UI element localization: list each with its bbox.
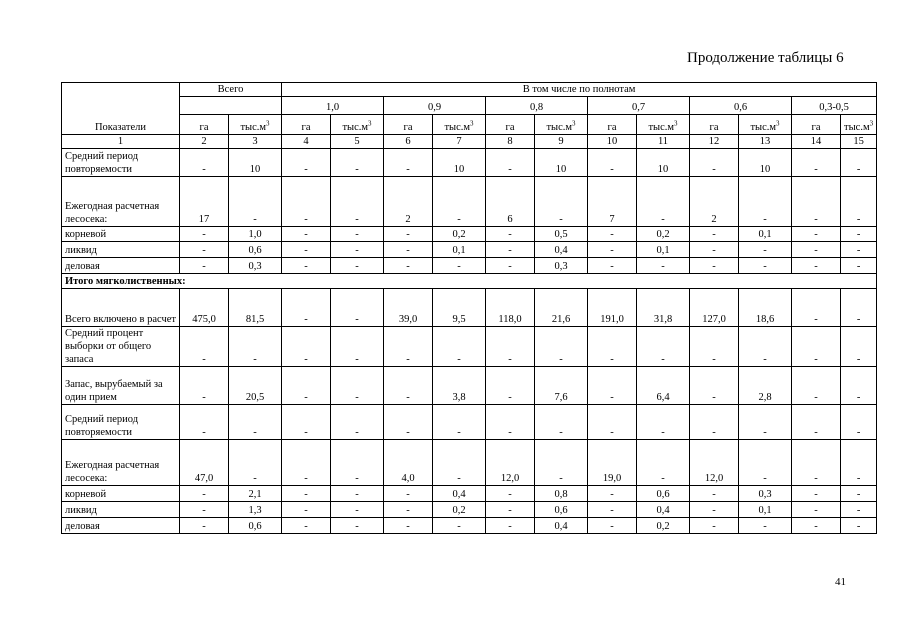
header-unit-ha: га [486,115,535,135]
row-label: деловая [62,258,180,274]
table-cell: - [180,242,229,258]
table-cell: - [384,258,433,274]
unit-volume-text: тыс.м [750,122,777,133]
column-number: 12 [690,135,739,149]
table-cell: - [841,440,877,486]
table-cell: - [792,518,841,534]
column-number: 10 [588,135,637,149]
table-cell: - [841,367,877,405]
column-number: 14 [792,135,841,149]
column-number: 13 [739,135,792,149]
table-cell: 10 [535,149,588,177]
table-cell: 0,3 [229,258,282,274]
header-number-row [62,135,877,149]
table-cell: - [792,227,841,242]
table-cell: - [229,327,282,367]
header-unit-volume [535,115,588,135]
table-cell: - [282,258,331,274]
table-cell: - [588,327,637,367]
table-cell: - [384,502,433,518]
header-density-row [62,97,877,115]
table-cell: 0,4 [433,486,486,502]
table-cell: - [180,405,229,440]
table-cell: - [331,502,384,518]
table-cell: - [486,327,535,367]
table-cell: - [282,177,331,227]
table-cell: - [331,177,384,227]
table-row [62,149,877,177]
table-cell: 0,4 [637,502,690,518]
table-cell: 0,5 [535,227,588,242]
row-label: Всего включено в расчет [62,289,180,327]
unit-volume-exponent: 3 [470,119,474,128]
table-cell: - [486,367,535,405]
header-unit-ha: га [180,115,229,135]
header-unit-ha: га [282,115,331,135]
header-unit-volume [637,115,690,135]
table-cell: 118,0 [486,289,535,327]
page-number: 41 [835,576,846,588]
table-cell: 0,3 [739,486,792,502]
row-label: Запас, вырубаемый за один прием [62,367,180,405]
table-cell: - [535,405,588,440]
table-cell: - [384,518,433,534]
table-cell: - [180,486,229,502]
table-row [62,177,877,227]
table-cell: 7 [588,177,637,227]
table-cell: 0,2 [637,518,690,534]
header-unit-ha: га [690,115,739,135]
table-cell: 18,6 [739,289,792,327]
forest-table [61,82,877,534]
table-cell: 21,6 [535,289,588,327]
row-label: деловая [62,518,180,534]
unit-volume-text: тыс.м [648,122,675,133]
table-row [62,367,877,405]
header-unit-ha: га [792,115,841,135]
table-cell: - [229,405,282,440]
header-unit-volume [229,115,282,135]
table-cell: - [841,327,877,367]
table-row [62,405,877,440]
header-density: 1,0 [282,97,384,115]
unit-volume-exponent: 3 [674,119,678,128]
table-cell: 2,1 [229,486,282,502]
table-cell: - [690,502,739,518]
table-row [62,518,877,534]
header-total: Всего [180,83,282,97]
table-cell: - [282,518,331,534]
table-cell: - [331,518,384,534]
table-cell: - [282,327,331,367]
table-cell: 19,0 [588,440,637,486]
table-cell: - [486,502,535,518]
table-cell: - [282,502,331,518]
table-cell: - [282,440,331,486]
header-density: 0,8 [486,97,588,115]
table-cell: - [180,258,229,274]
table-cell: 4,0 [384,440,433,486]
table-cell: - [535,327,588,367]
table-cell: 2 [690,177,739,227]
table-cell: - [690,327,739,367]
table-cell: - [739,405,792,440]
table-cell: - [180,367,229,405]
table-cell: 0,6 [229,242,282,258]
table-cell: 0,4 [535,518,588,534]
table-cell: - [637,405,690,440]
table-cell: - [384,242,433,258]
table-row [62,486,877,502]
table-cell: - [792,405,841,440]
table-cell: - [690,227,739,242]
table-cell: - [792,440,841,486]
table-cell: - [486,227,535,242]
table-cell: - [588,149,637,177]
header-unit-row [62,115,877,135]
table-cell: 1,3 [229,502,282,518]
table-cell: - [588,258,637,274]
table-cell: - [792,149,841,177]
table-cell: - [433,327,486,367]
table-cell: 0,1 [637,242,690,258]
table-row [62,440,877,486]
table-cell: - [792,367,841,405]
table-cell: 0,1 [739,227,792,242]
header-unit-volume [841,115,877,135]
column-number: 3 [229,135,282,149]
table-cell: 0,8 [535,486,588,502]
row-label: Средний период повторяемости [62,149,180,177]
table-cell: - [331,440,384,486]
table-cell: 6 [486,177,535,227]
table-cell: 9,5 [433,289,486,327]
table-cell: - [792,177,841,227]
table-cell: - [331,327,384,367]
row-label: ликвид [62,242,180,258]
header-unit-ha: га [384,115,433,135]
table-cell: 0,3 [535,258,588,274]
column-number: 11 [637,135,690,149]
table-cell: - [282,486,331,502]
column-number: 6 [384,135,433,149]
table-cell: - [384,227,433,242]
table-cell: - [690,518,739,534]
header-density: 0,9 [384,97,486,115]
table-cell: 0,2 [433,227,486,242]
table-cell: - [384,149,433,177]
table-cell: 10 [637,149,690,177]
table-cell: - [690,242,739,258]
column-number: 8 [486,135,535,149]
unit-volume-exponent: 3 [266,119,270,128]
table-cell: - [690,258,739,274]
table-cell: - [229,177,282,227]
table-cell: - [486,486,535,502]
table-cell: - [331,227,384,242]
table-cell: - [841,258,877,274]
table-cell: 81,5 [229,289,282,327]
table-cell: - [841,242,877,258]
table-cell: - [690,149,739,177]
table-row [62,327,877,367]
table-cell: - [282,367,331,405]
table-cell: 0,2 [433,502,486,518]
row-label: Ежегодная расчетная лесосека: [62,177,180,227]
table-cell: - [637,258,690,274]
section-title: Итого мягколиственных: [62,274,877,289]
table-cell: - [690,405,739,440]
table-cell: - [588,367,637,405]
column-number: 15 [841,135,877,149]
table-cell: - [535,440,588,486]
table-cell: - [384,367,433,405]
table-cell: - [792,502,841,518]
header-indicators: Показатели [62,83,180,135]
table-cell: - [588,227,637,242]
header-including: В том числе по полнотам [282,83,877,97]
header-density: 0,3-0,5 [792,97,877,115]
table-cell: - [792,327,841,367]
table-cell: - [739,518,792,534]
column-number: 2 [180,135,229,149]
table-cell: - [486,518,535,534]
table-cell: 20,5 [229,367,282,405]
table-row [62,289,877,327]
unit-volume-exponent: 3 [776,119,780,128]
unit-volume-exponent: 3 [869,119,874,128]
table-cell: 127,0 [690,289,739,327]
table-cell: 0,6 [637,486,690,502]
column-number: 5 [331,135,384,149]
table-cell: - [841,177,877,227]
table-cell: - [739,258,792,274]
table-cell: - [637,440,690,486]
table-cell: - [433,258,486,274]
table-cell: - [282,242,331,258]
table-cell: 12,0 [690,440,739,486]
table-cell: - [180,518,229,534]
table-row [62,258,877,274]
table-cell: - [637,177,690,227]
table-cell: 2,8 [739,367,792,405]
column-number: 9 [535,135,588,149]
table-cell: - [841,227,877,242]
table-cell: 2 [384,177,433,227]
unit-volume-text: тыс.м [342,122,369,133]
table-cell: - [282,149,331,177]
table-cell: - [792,258,841,274]
header-unit-volume [739,115,792,135]
table-cell: - [384,327,433,367]
table-cell: 17 [180,177,229,227]
table-cell: - [535,177,588,227]
table-cell: 10 [433,149,486,177]
table-caption: Продолжение таблицы 6 [687,50,844,66]
table-cell: - [841,502,877,518]
column-number: 7 [433,135,486,149]
table-cell: - [588,486,637,502]
table-cell: - [739,327,792,367]
table-cell: - [841,289,877,327]
table-cell: - [739,177,792,227]
table-cell: - [331,242,384,258]
row-label: ликвид [62,502,180,518]
table-cell: - [690,486,739,502]
row-label: корневой [62,486,180,502]
table-cell: 0,1 [739,502,792,518]
table-cell: 0,1 [433,242,486,258]
table-cell: - [486,405,535,440]
table-cell: - [841,405,877,440]
table-cell: 10 [229,149,282,177]
table-cell: - [486,149,535,177]
table-cell: - [282,227,331,242]
table-cell: - [331,289,384,327]
table-cell: - [384,486,433,502]
table-cell: - [331,405,384,440]
table-cell: - [841,149,877,177]
table-cell: 0,6 [229,518,282,534]
section-row [62,274,877,289]
table-cell: - [433,440,486,486]
table-cell: - [486,242,535,258]
table-cell: 0,2 [637,227,690,242]
table-cell: - [792,242,841,258]
table-cell: - [588,405,637,440]
unit-volume-text: тыс.м [546,122,573,133]
table-row [62,242,877,258]
unit-volume-exponent: 3 [368,119,372,128]
table-cell: - [433,405,486,440]
table-cell: 12,0 [486,440,535,486]
table-cell: - [180,227,229,242]
table-cell: - [588,518,637,534]
table-cell: - [331,258,384,274]
table-cell: - [282,405,331,440]
table-cell: - [841,486,877,502]
table-cell: - [841,518,877,534]
column-number: 1 [62,135,180,149]
table-cell: 47,0 [180,440,229,486]
table-cell: 191,0 [588,289,637,327]
table-cell: - [180,327,229,367]
table-cell: - [739,242,792,258]
table-cell: - [792,486,841,502]
table-cell: 39,0 [384,289,433,327]
table-cell: 1,0 [229,227,282,242]
table-cell: - [384,405,433,440]
column-number: 4 [282,135,331,149]
table-cell: - [588,502,637,518]
row-label: Ежегодная расчетная лесосека: [62,440,180,486]
table-row [62,227,877,242]
table-cell: - [792,289,841,327]
table-row [62,502,877,518]
table-cell: - [331,486,384,502]
table-cell: 0,4 [535,242,588,258]
table-cell: 10 [739,149,792,177]
table-cell: - [433,518,486,534]
table-cell: 3,8 [433,367,486,405]
table-cell: - [433,177,486,227]
table-cell: - [282,289,331,327]
row-label: корневой [62,227,180,242]
unit-volume-text: тыс.м [844,122,870,133]
unit-volume-text: тыс.м [444,122,471,133]
header-unit-volume [331,115,384,135]
row-label: Средний процент выборки от общего запаса [62,327,180,367]
row-label: Средний период повторяемости [62,405,180,440]
header-unit-ha: га [588,115,637,135]
table-cell: - [588,242,637,258]
table-cell: - [486,258,535,274]
table-cell: 6,4 [637,367,690,405]
unit-volume-text: тыс.м [240,122,267,133]
header-density: 0,7 [588,97,690,115]
table-cell: - [180,149,229,177]
table-cell: - [331,149,384,177]
table-cell: - [331,367,384,405]
table-cell: 7,6 [535,367,588,405]
header-unit-volume [433,115,486,135]
header-density: 0,6 [690,97,792,115]
table-cell: - [690,367,739,405]
header-total-spacer [180,97,282,115]
table-cell: 475,0 [180,289,229,327]
table-cell: - [739,440,792,486]
unit-volume-exponent: 3 [572,119,576,128]
table-cell: - [637,327,690,367]
table-cell: 0,6 [535,502,588,518]
table-cell: 31,8 [637,289,690,327]
table-cell: - [180,502,229,518]
table-cell: - [229,440,282,486]
